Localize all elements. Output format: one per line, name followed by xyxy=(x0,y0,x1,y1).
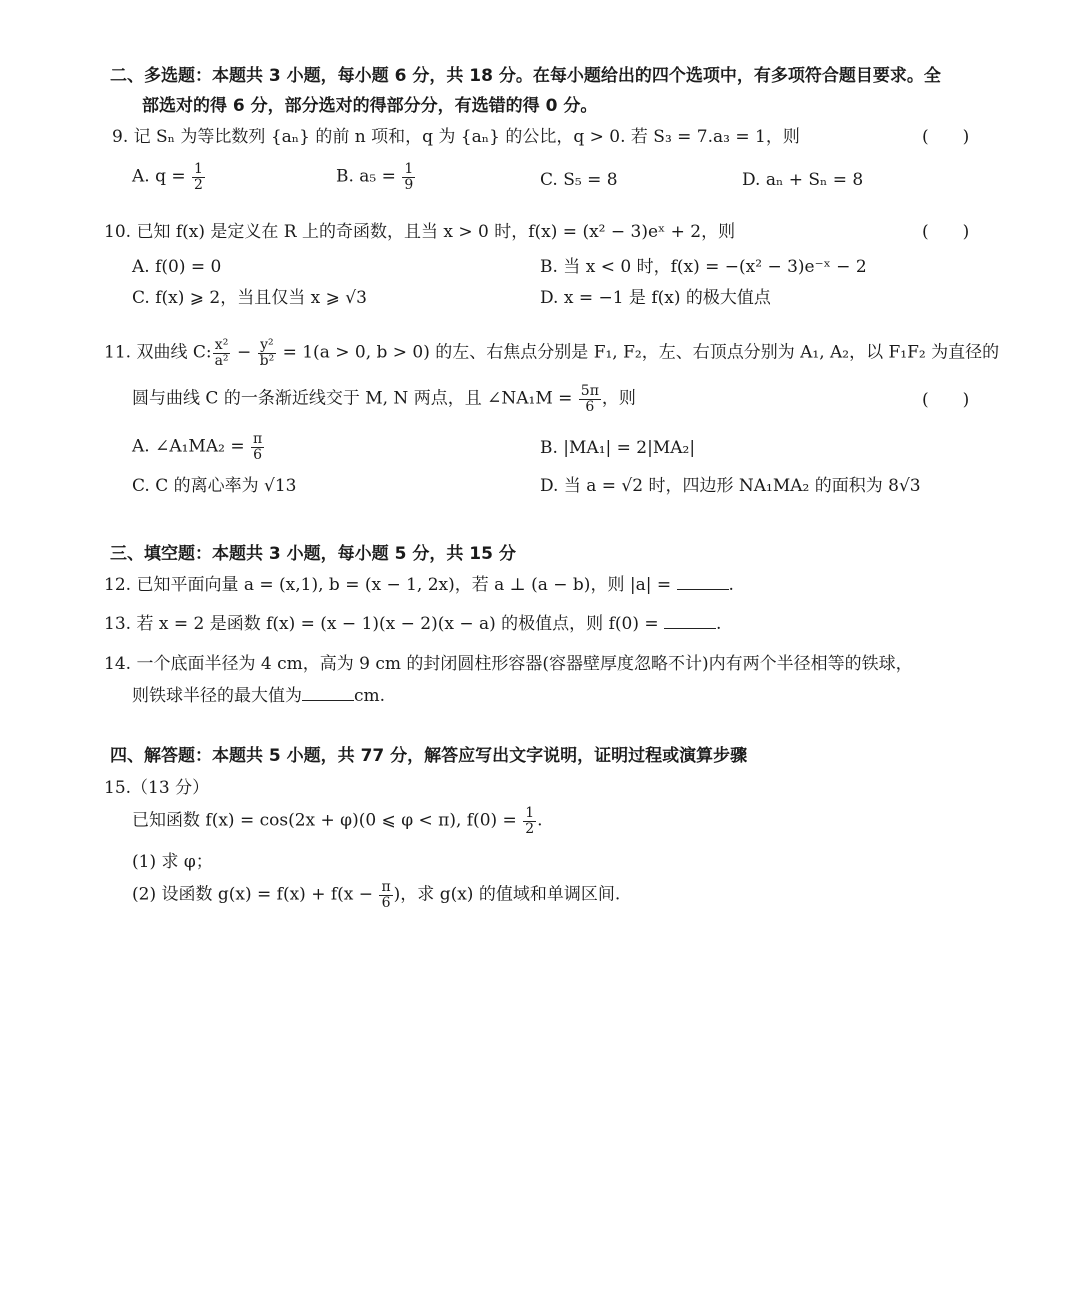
q11-answer-paren: ( ) xyxy=(922,390,970,410)
section-multi-choice-header-line1: 二、多选题：本题共 3 小题，每小题 6 分，共 18 分。在每小题给出的四个选项中，有多项符合题目要求。全 xyxy=(110,66,941,86)
q9-option-a: A. q = $\frac{1}{2}$ xyxy=(132,161,203,193)
q10-option-c: C. f(x) ⩾ 2，当且仅当 x ⩾ √3 xyxy=(132,288,367,308)
q15-given: 已知函数 f(x) = cos(2x + φ)(0 ⩽ φ < π), f(0) = $\frac{1}{2}$ . xyxy=(132,805,543,837)
q15-part2: (2) 设函数 g(x) = f(x) + f(x − $\frac{\pi}{6}$ )，求 g(x) 的值域和单调区间. xyxy=(132,879,621,911)
q11-option-d: D. 当 a = √2 时，四边形 NA₁MA₂ 的面积为 8√3 xyxy=(540,476,921,496)
q9-answer-paren: ( ) xyxy=(922,127,970,147)
q9-option-b: B. a₅ = $\frac{1}{9}$ xyxy=(336,161,414,193)
section-multi-choice-header-line2: 部选对的得 6 分，部分选对的得部分分，有选错的得 0 分。 xyxy=(142,96,598,116)
q10-answer-paren: ( ) xyxy=(922,222,970,242)
q14-line1: 14. 一个底面半径为 4 cm，高为 9 cm 的封闭圆柱形容器(容器壁厚度忽略不计)内有两个半径相等的铁球， xyxy=(104,654,913,674)
q9-option-d: D. aₙ + Sₙ = 8 xyxy=(742,170,864,190)
q9-stem: 9. 记 Sₙ 为等比数列 {aₙ} 的前 n 项和，q 为 {aₙ} 的公比，q > 0. 若 S₃ = 7.a₃ = 1，则 xyxy=(112,127,800,147)
q14-answer-blank[interactable] xyxy=(302,686,354,701)
q10-option-b: B. 当 x < 0 时，f(x) = −(x² − 3)e⁻ˣ − 2 xyxy=(540,257,867,277)
q13-answer-blank[interactable] xyxy=(664,614,716,629)
q15-title: 15.（13 分） xyxy=(104,778,210,798)
q9-option-c: C. S₅ = 8 xyxy=(540,170,618,190)
q11-stem-line1: 11. 双曲线 C: $\frac{\text{x²}}{\text{a²}}$ − $\frac{\text{y²}}{\text{b²}}$ = 1(a > 0, b > 0) 的左、右焦点分别是 F₁, F₂，左、右顶点分别为 A₁, A₂，以 F₁F₂ 为直径的 xyxy=(104,337,1000,369)
q12-text: 12. 已知平面向量 a = (x,1), b = (x − 1, 2x)，若 a ⊥ (a − b)，则 |a| = . xyxy=(104,575,734,595)
section-fill-blank-header: 三、填空题：本题共 3 小题，每小题 5 分，共 15 分 xyxy=(110,544,516,564)
q13-text: 13. 若 x = 2 是函数 f(x) = (x − 1)(x − 2)(x − a) 的极值点，则 f(0) = . xyxy=(104,614,722,634)
q11-option-b: B. |MA₁| = 2|MA₂| xyxy=(540,438,696,458)
q11-stem-line2: 圆与曲线 C 的一条渐近线交于 M, N 两点，且 ∠NA₁M = $\frac{5\pi}{6}$ ，则 xyxy=(132,383,636,415)
q11-option-a: A. ∠A₁MA₂ = $\frac{\pi}{6}$ xyxy=(132,431,263,463)
q11-option-c: C. C 的离心率为 √13 xyxy=(132,476,297,496)
section-answer-header: 四、解答题：本题共 5 小题，共 77 分，解答应写出文字说明，证明过程或演算步骤 xyxy=(110,746,748,766)
q14-line2: 则铁球半径的最大值为 cm. xyxy=(132,686,386,706)
q10-stem: 10. 已知 f(x) 是定义在 R 上的奇函数，且当 x > 0 时，f(x) = (x² − 3)eˣ + 2，则 xyxy=(104,222,736,242)
q10-option-d: D. x = −1 是 f(x) 的极大值点 xyxy=(540,288,771,308)
q12-answer-blank[interactable] xyxy=(677,575,729,590)
q15-part1: (1) 求 φ； xyxy=(132,852,213,872)
q10-option-a: A. f(0) = 0 xyxy=(132,257,222,277)
